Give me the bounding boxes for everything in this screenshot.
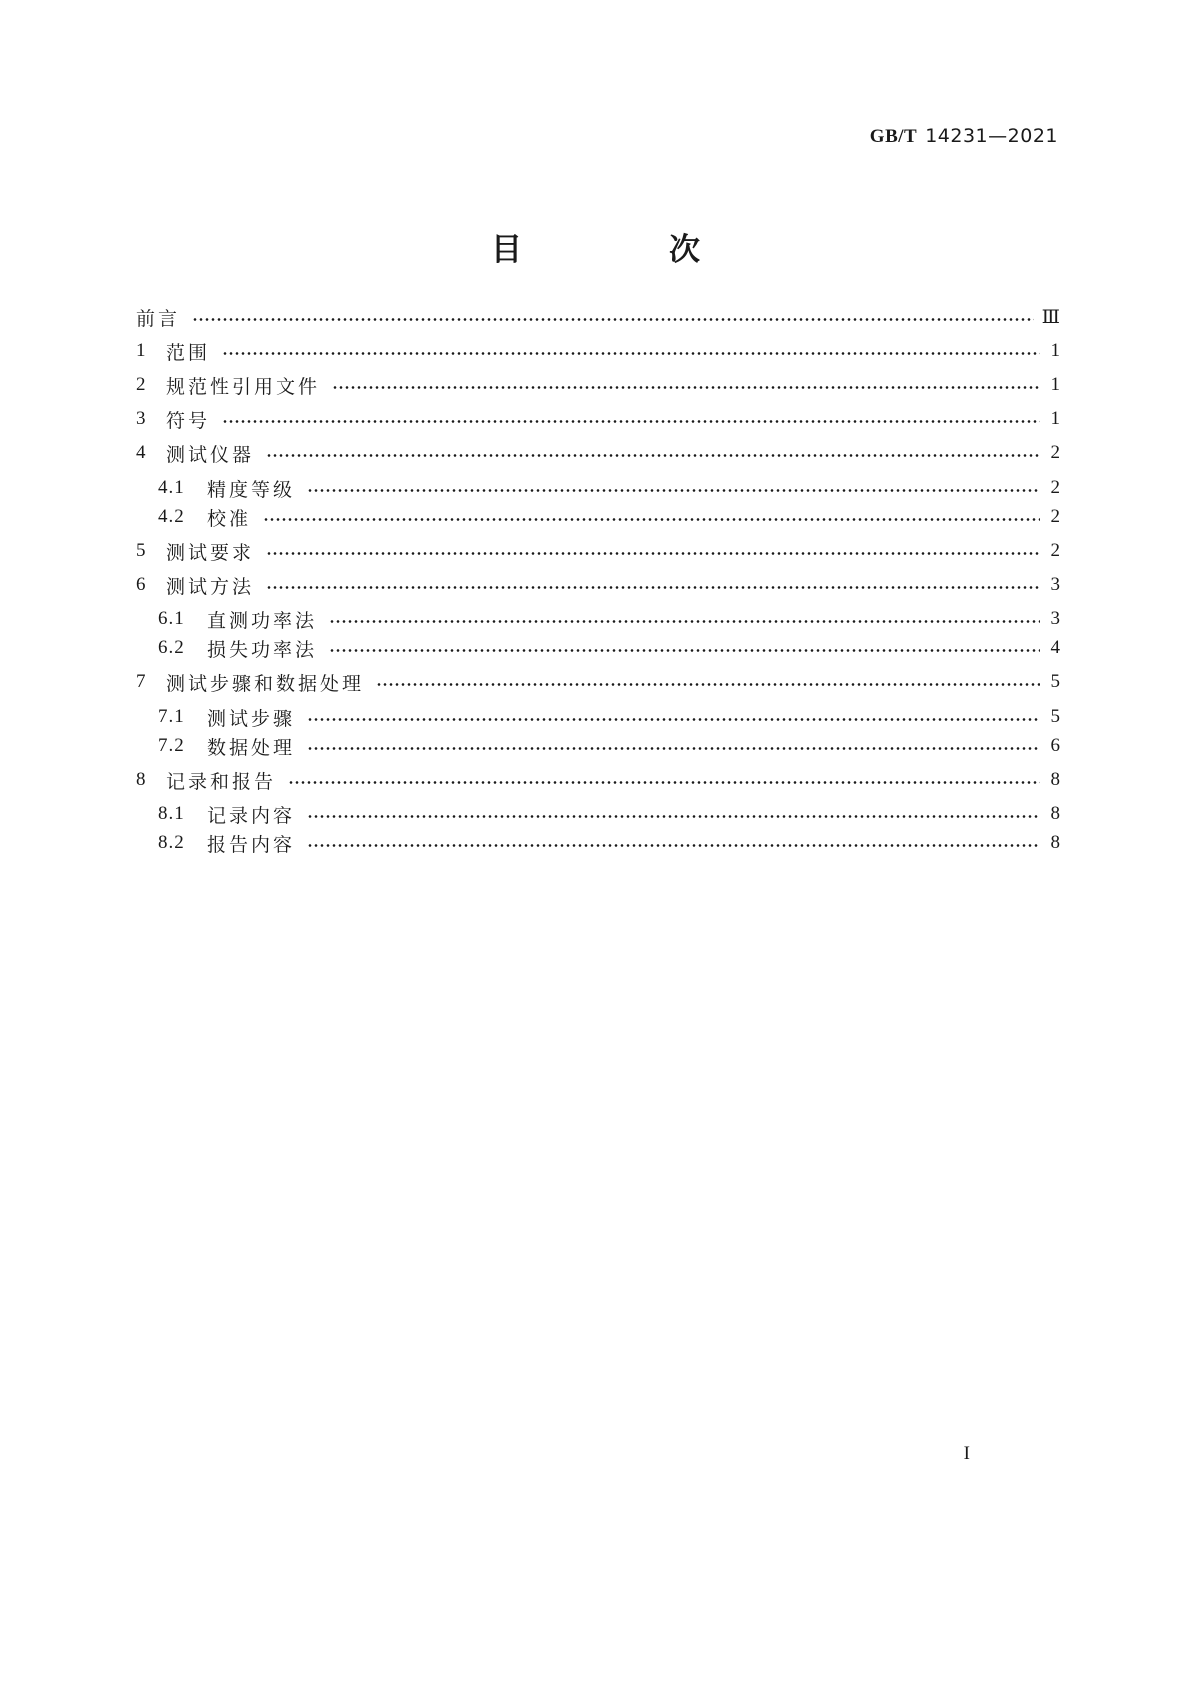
toc-entry-title: 直测功率法	[207, 609, 318, 632]
standard-code-prefix: GB/T	[869, 126, 918, 147]
dot-leader	[307, 747, 1040, 750]
dot-leader	[329, 620, 1040, 623]
toc-entry-page: 8	[1050, 769, 1060, 790]
toc-entry-number: 2	[136, 374, 147, 395]
toc-entry-title: 测试仪器	[166, 443, 255, 466]
toc-entry-title: 前言	[136, 307, 181, 330]
toc-entry-title: 测试要求	[166, 541, 255, 564]
dot-leader	[307, 844, 1040, 847]
toc-entry-number: 1	[136, 340, 147, 361]
toc-entry-7-1[interactable]	[158, 703, 1060, 731]
toc-entry-number: 8	[136, 769, 147, 790]
toc-entry-page: 6	[1050, 735, 1060, 756]
page-number: I	[963, 1443, 970, 1464]
dot-leader	[307, 489, 1040, 492]
dot-leader	[266, 586, 1040, 589]
toc-entry-page: 3	[1050, 574, 1060, 595]
toc-entry-6-1[interactable]	[158, 605, 1060, 633]
toc-entry-title: 报告内容	[207, 833, 296, 856]
toc-entry-number: 4.2	[158, 506, 185, 527]
dot-leader	[263, 518, 1040, 521]
toc-entry-page: 8	[1050, 803, 1060, 824]
toc-entry-8-2[interactable]	[158, 829, 1060, 857]
toc-entry-8[interactable]	[136, 766, 1060, 794]
toc-entry-number: 7.1	[158, 706, 185, 727]
toc-entry-title: 记录和报告	[166, 770, 277, 793]
toc-entry-4-1[interactable]	[158, 474, 1060, 502]
toc-entry-number: 4	[136, 442, 147, 463]
dot-leader	[266, 552, 1040, 555]
toc-entry-title: 校准	[207, 507, 252, 530]
toc-entry-page: 5	[1050, 706, 1060, 727]
toc-entry-page: 2	[1050, 506, 1060, 527]
toc-entry-6[interactable]	[136, 571, 1060, 599]
toc-entry-number: 6.1	[158, 608, 185, 629]
dot-leader	[376, 683, 1040, 686]
toc-entry-foreword[interactable]	[136, 303, 1060, 331]
toc-entry-title: 精度等级	[207, 478, 296, 501]
toc-entry-4-2[interactable]	[158, 503, 1060, 531]
toc-entry-6-2[interactable]	[158, 634, 1060, 662]
toc-entry-page: Ⅲ	[1041, 306, 1060, 328]
toc-entry-title: 规范性引用文件	[166, 375, 321, 398]
toc-entry-7-2[interactable]	[158, 732, 1060, 760]
toc-entry-number: 6.2	[158, 637, 185, 658]
toc-entry-5[interactable]	[136, 537, 1060, 565]
toc-entry-page: 1	[1050, 374, 1060, 395]
dot-leader	[307, 815, 1040, 818]
dot-leader	[266, 454, 1040, 457]
toc-entry-number: 8.1	[158, 803, 185, 824]
toc-entry-2[interactable]	[136, 371, 1060, 399]
toc-entry-number: 6	[136, 574, 147, 595]
toc-entry-title: 记录内容	[207, 804, 296, 827]
toc-entry-page: 2	[1050, 477, 1060, 498]
standard-code-number: 14231—2021	[925, 125, 1058, 147]
toc-entry-3[interactable]	[136, 405, 1060, 433]
toc-entry-page: 3	[1050, 608, 1060, 629]
dot-leader	[192, 318, 1034, 321]
toc-entry-title: 测试方法	[166, 575, 255, 598]
toc-entry-page: 5	[1050, 671, 1060, 692]
toc-entry-title: 数据处理	[207, 736, 296, 759]
toc-entry-page: 4	[1050, 637, 1060, 658]
toc-title: 目 次	[491, 232, 758, 268]
toc-entry-title: 损失功率法	[207, 638, 318, 661]
toc-entry-page: 1	[1050, 408, 1060, 429]
toc-entry-page: 8	[1050, 832, 1060, 853]
toc-entry-title: 范围	[166, 341, 211, 364]
toc-entry-1[interactable]	[136, 337, 1060, 365]
toc-entry-4[interactable]	[136, 439, 1060, 467]
toc-entry-number: 5	[136, 540, 147, 561]
standard-code	[870, 125, 1058, 148]
toc-entry-number: 8.2	[158, 832, 185, 853]
toc-entry-page: 1	[1050, 340, 1060, 361]
dot-leader	[222, 352, 1040, 355]
dot-leader	[288, 781, 1040, 784]
dot-leader	[329, 649, 1040, 652]
toc-entry-title: 测试步骤	[207, 707, 296, 730]
toc-entry-number: 3	[136, 408, 147, 429]
toc-entry-page: 2	[1050, 540, 1060, 561]
toc-entry-page: 2	[1050, 442, 1060, 463]
toc-entry-title: 符号	[166, 409, 211, 432]
dot-leader	[307, 718, 1040, 721]
toc-entry-8-1[interactable]	[158, 800, 1060, 828]
dot-leader	[222, 420, 1040, 423]
dot-leader	[332, 386, 1040, 389]
toc-entry-7[interactable]	[136, 668, 1060, 696]
toc-entry-number: 7.2	[158, 735, 185, 756]
toc-entry-title: 测试步骤和数据处理	[166, 672, 365, 695]
toc-entry-number: 4.1	[158, 477, 185, 498]
toc-entry-number: 7	[136, 671, 147, 692]
